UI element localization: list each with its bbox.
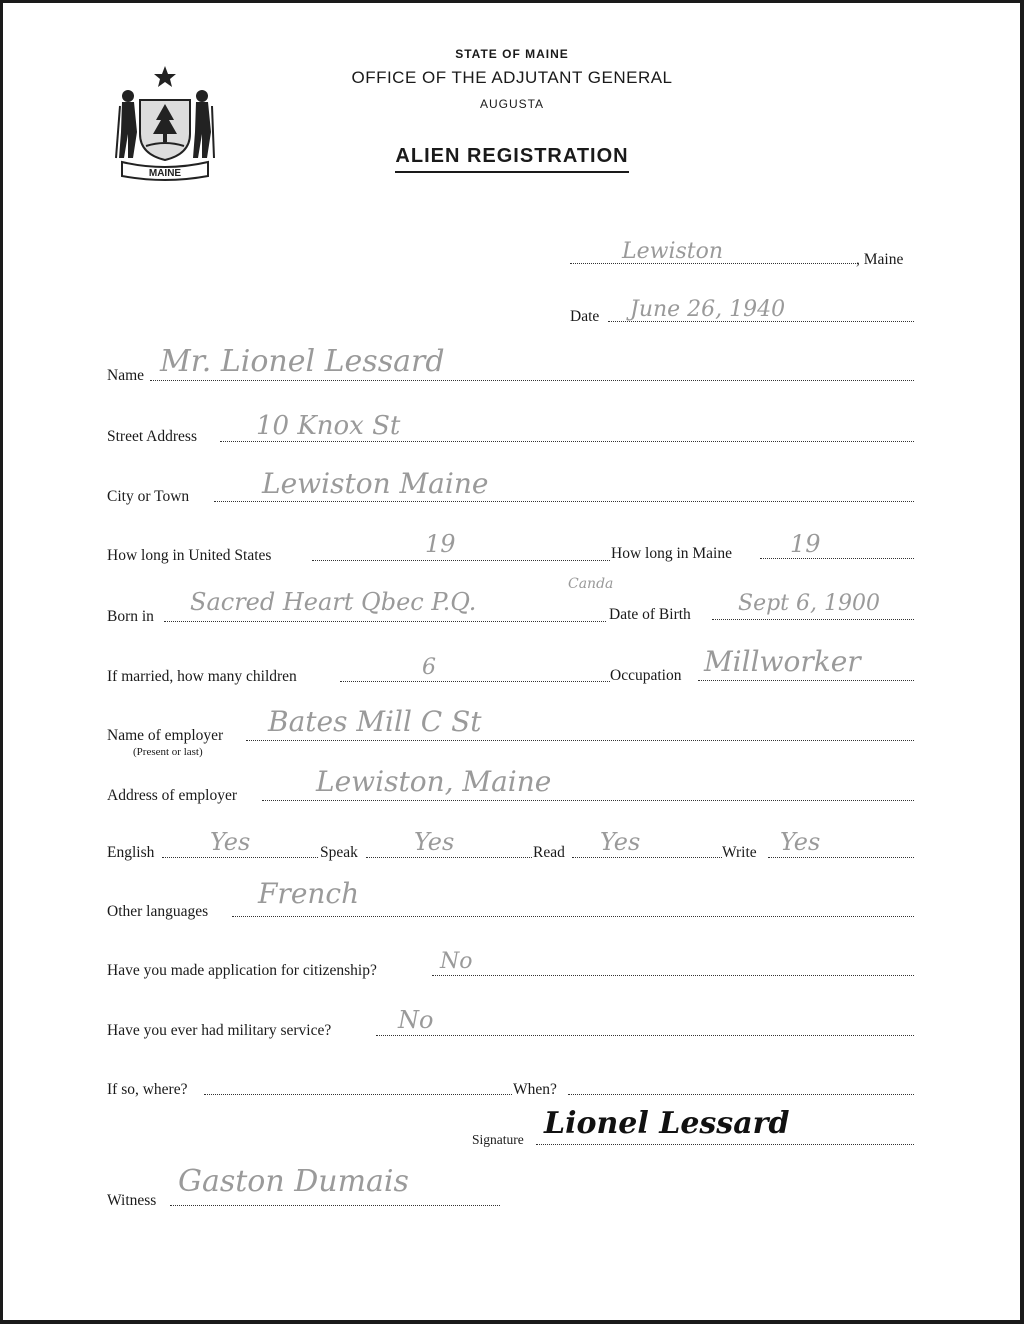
- where-label: If so, where?: [107, 1081, 188, 1098]
- other-languages-value: French: [258, 877, 360, 910]
- occupation-label: Occupation: [610, 667, 682, 684]
- military-label: Have you ever had military service?: [107, 1022, 332, 1039]
- other-languages-label: Other languages: [107, 903, 209, 920]
- header-state: STATE OF MAINE: [455, 47, 569, 61]
- date-of-birth-line: [712, 619, 914, 620]
- page-title: [0, 145, 1024, 168]
- street-address-value: 10 Knox St: [256, 411, 401, 441]
- header-office: OFFICE OF THE ADJUTANT GENERAL: [351, 68, 673, 87]
- occupation-line: [698, 680, 914, 681]
- read-label: Read: [533, 844, 565, 861]
- street-address-line: [220, 441, 914, 442]
- born-in-note: Canda: [568, 576, 614, 592]
- name-value: Mr. Lionel Lessard: [160, 344, 445, 379]
- employer-label: Name of employer: [107, 727, 224, 744]
- how-long-maine-value: 19: [790, 530, 821, 558]
- other-languages-line: [232, 916, 914, 917]
- occupation-value: Millworker: [704, 645, 861, 678]
- speak-label: Speak: [320, 844, 358, 861]
- signature-label: Signature: [472, 1132, 524, 1147]
- scan-edge-top: [0, 0, 1024, 3]
- how-long-us-label: How long in United States: [107, 547, 272, 564]
- city-value: Lewiston Maine: [262, 467, 489, 500]
- speak-value: Yes: [414, 828, 455, 856]
- place-suffix: , Maine: [856, 251, 904, 268]
- seal-banner-text: MAINE: [148, 168, 182, 179]
- when-label: When?: [513, 1081, 557, 1098]
- scan-edge-right: [1020, 0, 1024, 1324]
- date-of-birth-value: Sept 6, 1900: [738, 591, 880, 616]
- military-value: No: [398, 1006, 434, 1034]
- signature-value: Lionel Lessard: [544, 1106, 790, 1141]
- citizenship-line: [432, 975, 914, 976]
- street-address-label: Street Address: [107, 428, 197, 445]
- date-value: June 26, 1940: [630, 297, 786, 322]
- witness-label: Witness: [107, 1192, 157, 1209]
- place-value: Lewiston: [622, 239, 724, 264]
- employer-address-line: [262, 800, 914, 801]
- children-value: 6: [422, 655, 436, 680]
- citizenship-value: No: [440, 949, 473, 974]
- english-label: English: [107, 844, 155, 861]
- speak-line: [366, 857, 532, 858]
- employer-address-value: Lewiston, Maine: [316, 765, 552, 798]
- born-in-line: [164, 621, 606, 622]
- page-title-text: ALIEN REGISTRATION: [395, 145, 628, 173]
- signature-line: [536, 1144, 914, 1145]
- how-long-maine-line: [760, 558, 914, 559]
- citizenship-label: Have you made application for citizenship?: [107, 962, 377, 979]
- where-line: [204, 1094, 512, 1095]
- name-line: [150, 380, 914, 381]
- witness-line: [170, 1205, 500, 1206]
- how-long-maine-label: How long in Maine: [611, 545, 732, 562]
- children-label: If married, how many children: [107, 668, 297, 685]
- children-line: [340, 681, 610, 682]
- read-line: [572, 857, 722, 858]
- military-line: [376, 1035, 914, 1036]
- write-line: [768, 857, 914, 858]
- how-long-us-line: [312, 560, 610, 561]
- employer-sub-label: (Present or last): [133, 746, 203, 758]
- scan-edge-bottom: [0, 1320, 1024, 1324]
- city-label: City or Town: [107, 488, 190, 505]
- witness-value: Gaston Dumais: [178, 1164, 409, 1199]
- employer-address-label: Address of employer: [107, 787, 237, 804]
- date-of-birth-label: Date of Birth: [609, 606, 691, 623]
- name-label: Name: [107, 367, 145, 384]
- scan-edge-left: [0, 0, 3, 1324]
- how-long-us-value: 19: [425, 530, 456, 558]
- english-line: [162, 857, 318, 858]
- header-city: AUGUSTA: [479, 97, 545, 111]
- employer-value: Bates Mill C St: [268, 705, 482, 738]
- born-in-label: Born in: [107, 608, 154, 625]
- read-value: Yes: [600, 828, 641, 856]
- write-label: Write: [722, 844, 757, 861]
- when-line: [568, 1094, 914, 1095]
- date-label: Date: [570, 308, 600, 325]
- city-line: [214, 501, 914, 502]
- english-value: Yes: [210, 828, 251, 856]
- employer-line: [246, 740, 914, 741]
- write-value: Yes: [780, 828, 821, 856]
- born-in-value: Sacred Heart Qbec P.Q.: [190, 588, 477, 616]
